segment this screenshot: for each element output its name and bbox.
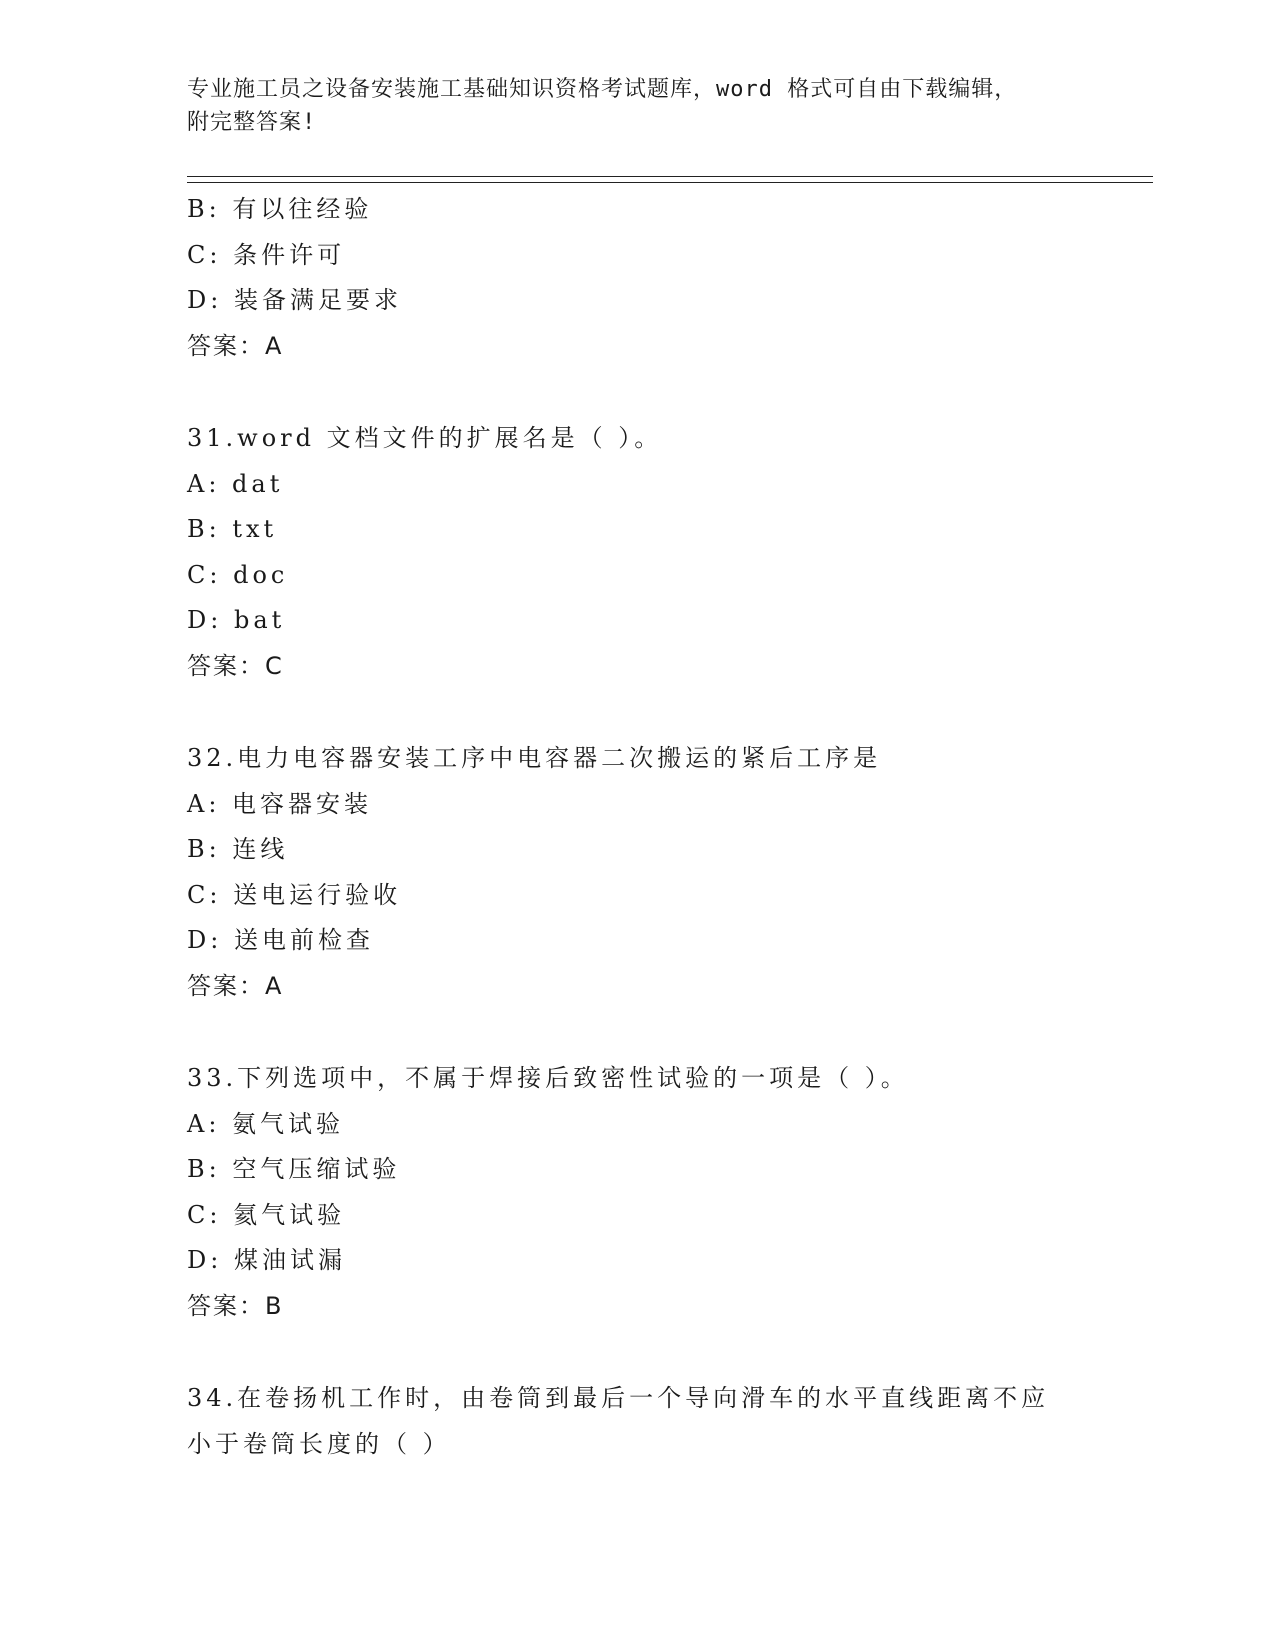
question-list — [187, 187, 1087, 1467]
option-b: B: 有以往经验 — [187, 195, 373, 223]
option-a: A: 氨气试验 — [187, 1109, 345, 1138]
header-line-2: 附完整答案! — [187, 110, 317, 135]
question-block-33 — [187, 1056, 1087, 1329]
answer-line: 答案：C — [187, 651, 284, 680]
option-d: D: bat — [187, 606, 286, 634]
question-block-31 — [187, 416, 1087, 689]
question-title-line-2: 小于卷筒长度的（ ） — [187, 1429, 451, 1458]
answer-line: 答案：A — [187, 331, 284, 360]
option-b: B: 空气压缩试验 — [187, 1155, 401, 1183]
question-title: 32.电力电容器安装工序中电容器二次搬运的紧后工序是 — [187, 744, 882, 772]
spacer — [187, 1329, 1087, 1376]
option-c: C: 送电运行验收 — [187, 880, 402, 909]
option-b: B: txt — [187, 515, 278, 543]
option-d: D: 装备满足要求 — [187, 286, 402, 314]
question-block-34 — [187, 1376, 1087, 1467]
option-a: A: dat — [187, 469, 284, 498]
document-header — [187, 73, 1067, 139]
header-line-1: 专业施工员之设备安装施工基础知识资格考试题库，word 格式可自由下载编辑， — [187, 77, 1018, 102]
header-divider-top — [187, 176, 1153, 177]
question-block-32 — [187, 736, 1087, 1009]
answer-line: 答案：B — [187, 1291, 284, 1320]
option-d: D: 煤油试漏 — [187, 1246, 346, 1274]
option-c: C: 条件许可 — [187, 240, 346, 269]
spacer — [187, 369, 1087, 416]
option-c: C: 氦气试验 — [187, 1200, 346, 1229]
question-title: 31.word 文档文件的扩展名是（ ）。 — [187, 424, 663, 452]
header-divider-bottom — [187, 182, 1153, 183]
option-b: B: 连线 — [187, 835, 289, 863]
option-c: C: doc — [187, 560, 289, 589]
option-a: A: 电容器安装 — [187, 789, 373, 818]
question-block-prev — [187, 187, 1087, 369]
option-d: D: 送电前检查 — [187, 926, 374, 954]
spacer — [187, 689, 1087, 736]
spacer — [187, 1009, 1087, 1056]
answer-line: 答案：A — [187, 971, 284, 1000]
question-title-line-1: 34.在卷扬机工作时，由卷筒到最后一个导向滑车的水平直线距离不应 — [187, 1384, 1050, 1412]
question-title: 33.下列选项中，不属于焊接后致密性试验的一项是（ ）。 — [187, 1064, 909, 1092]
